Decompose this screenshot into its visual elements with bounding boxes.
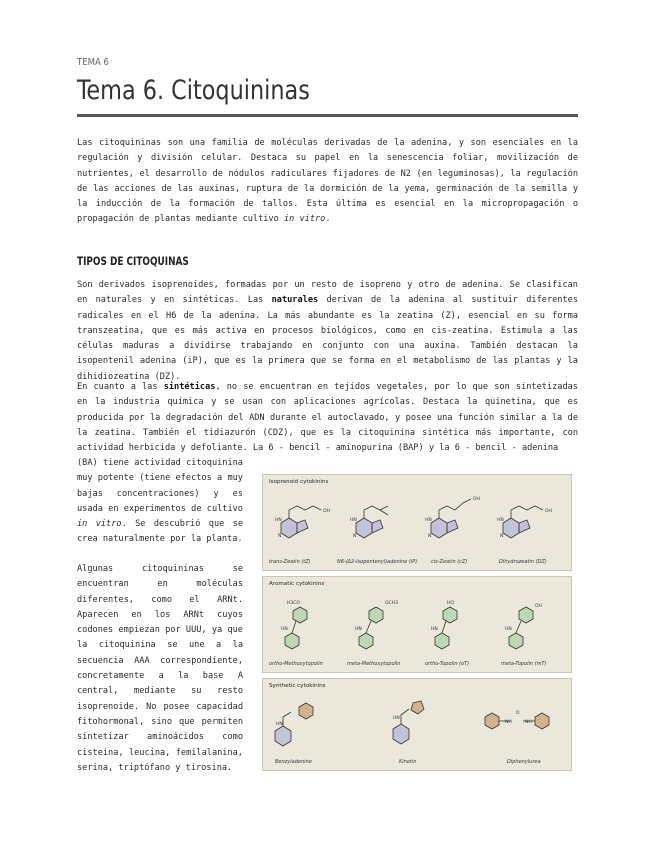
- text-line: secuencia AAA correspondiente,: [77, 655, 243, 666]
- text-line: bajas concentraciones) y es: [77, 488, 243, 499]
- italic-in-vitro: in vitro: [77, 519, 122, 530]
- text-line: encuentran en moléculas: [77, 579, 243, 590]
- compound-label: cis-Zeatin (cZ): [431, 559, 468, 565]
- panel-label: Aromatic cytokinins: [269, 581, 325, 587]
- atom-label: N: [278, 534, 282, 539]
- panel-label: Isoprenoid cytokinins: [269, 479, 329, 485]
- title-divider: [77, 114, 578, 117]
- p3-bold: sintéticas: [163, 382, 216, 392]
- atom-label: HN: [505, 627, 512, 632]
- cytokinin-structures-figure: [262, 474, 572, 774]
- p2-text-b: derivan de la adenina al sustituir diferentes radicales en el H6 de la adenina. La más abundante es la zeatina (Z), esencial en su forma transzeatina, que es más activa en procesos biológicos, como en cis-zeatina. Estimula a las células maduras a dividirse trabajando en conjunto con una auxina. También destacan la isopentenil adenina (iP), que es la primera que se forma en el metabolismo de las plantas y la dihidiozeatina (DZ).: [77, 295, 578, 382]
- synthetic-cytokinins-paragraph: [77, 380, 578, 456]
- compound-label: Diphenylurea: [507, 759, 541, 765]
- atom-label: HN: [350, 518, 357, 523]
- aromatic-panel: [262, 576, 572, 673]
- atom-label: HN: [497, 518, 504, 523]
- panel-label: Synthetic cytokinins: [269, 683, 326, 689]
- text-line: diferentes, como el ARNt.: [77, 594, 243, 605]
- text-line: concretamente a la base A: [77, 671, 243, 682]
- atom-label: OH: [323, 509, 330, 514]
- text-line: usada en experimentos de cultivo: [77, 503, 243, 514]
- page-title: Tema 6. Citoquininas: [77, 75, 310, 106]
- compound-label: Benzyladenine: [275, 759, 312, 765]
- intro-text: Las citoquininas son una familia de moléculas derivadas de la adenina, y son esenciales en la regulación y división celular. Destaca su papel en la senescencia foliar, movilización de nutrientes, el desarrollo de nódulos radiculares fijadores de N2 (en leguminosas), la regulación de las acciones de las auxinas, ruptura de la dormición de la yema, germinación de la semilla y la inducción de la formación de tallos. Esta última es esencial en la micropropagación o propagación de plantas mediante cultivo: [77, 138, 578, 225]
- compound-label: Kinetin: [399, 759, 417, 765]
- compound-label: meta-Methoxytopolin: [347, 661, 401, 667]
- atom-label: N: [428, 534, 432, 539]
- atom-label: HO: [447, 601, 454, 606]
- compound-label: trans-Zeatin (tZ): [269, 559, 311, 565]
- synthetic-panel: [262, 678, 572, 771]
- atom-label: OH: [545, 509, 552, 514]
- atom-label: HN: [425, 518, 432, 523]
- atom-label: N: [353, 534, 357, 539]
- left-column-paragraph-1: [77, 456, 243, 548]
- text-line: cisteina, leucina, femilalanina,: [77, 747, 243, 758]
- text-line: codones empiezan por UUU, ya que: [77, 625, 243, 636]
- intro-italic: in vitro: [283, 214, 326, 225]
- atom-label: HN: [431, 627, 438, 632]
- section-kicker: TEMA 6: [77, 57, 109, 68]
- text-line: Aparecen en los ARNt cuyos: [77, 609, 243, 620]
- text-line: (BA) tiene actividad citoquinina: [77, 458, 243, 468]
- atom-label: NH: [525, 720, 532, 725]
- atom-label: HN: [355, 627, 362, 632]
- p2-bold: naturales: [271, 295, 319, 306]
- aromatic-structures: [263, 577, 573, 674]
- isoprenoid-panel: [262, 474, 572, 571]
- text-line: sintetizar aminoácidos como: [77, 732, 243, 743]
- atom-label: HN: [276, 722, 283, 727]
- text-line: crea naturalmente por la planta.: [77, 534, 243, 545]
- atom-label: N: [500, 534, 504, 539]
- text-line: fitohormonal, sino que permiten: [77, 716, 243, 727]
- left-column-paragraph-2: [77, 562, 243, 776]
- natural-cytokinins-paragraph: [77, 278, 578, 385]
- compound-label: ortho-Methoxytopolin: [269, 661, 323, 667]
- atom-label: H3CO: [287, 601, 300, 606]
- intro-paragraph: [77, 136, 578, 228]
- compound-label: meta-Topolin (mT): [501, 661, 547, 667]
- compound-label: ortho-Topolin (oT): [425, 661, 470, 667]
- text-line: Algunas citoquininas se: [77, 564, 243, 574]
- p3-text-b: , no se encuentran en tejidos vegetales, por lo que son sintetizadas en la industria química y se usan con aplicaciones agrícolas. Destaca la quinetina, que es producida por la degradación del ADN durante el autoclavado, y posee una función similar a la de la zeatina. También el tidiazurón (CDZ), que es la citoquinina sintética más importante, con actividad herbicida y defoliante. La 6 - bencil - aminopurina (BAP) y la 6 - bencil - adenina: [77, 382, 578, 454]
- atom-label: OCH3: [385, 601, 398, 606]
- text-line: central, mediante su resto: [77, 686, 243, 697]
- atom-label: HN: [393, 716, 400, 721]
- text-line: isoprenoide. No posee capacidad: [77, 701, 243, 712]
- atom-label: HN: [281, 627, 288, 632]
- atom-label: OH: [473, 497, 480, 502]
- compound-label: Dihydrozeatin (DZ): [499, 559, 547, 565]
- compound-label: N6-(Δ2-Isopentenyl)adenine (iP): [337, 559, 418, 565]
- isoprenoid-structures: [263, 475, 573, 572]
- text-line: [77, 517, 243, 532]
- section-heading: TIPOS DE CITOQUINAS: [77, 254, 189, 268]
- atom-label: HN: [275, 518, 282, 523]
- p2-text-a: Son derivados isoprenoides, formadas por un resto de isopreno y otro de adenina. Se clasifican en naturales y en sintéticas. Las: [77, 280, 578, 306]
- text-fragment: . Se descubrió que se: [121, 519, 243, 530]
- atom-label: OH: [535, 604, 542, 609]
- atom-label: O: [516, 711, 520, 716]
- intro-end: .: [325, 214, 331, 225]
- text-line: serina, triptófano y tirosina.: [77, 762, 233, 773]
- text-line: la citoquinina se une a la: [77, 640, 243, 651]
- atom-label: NH: [505, 720, 512, 725]
- text-line: muy potente (tiene efectos a muy: [77, 473, 243, 484]
- p3-text-a: En cuanto a las: [77, 382, 164, 392]
